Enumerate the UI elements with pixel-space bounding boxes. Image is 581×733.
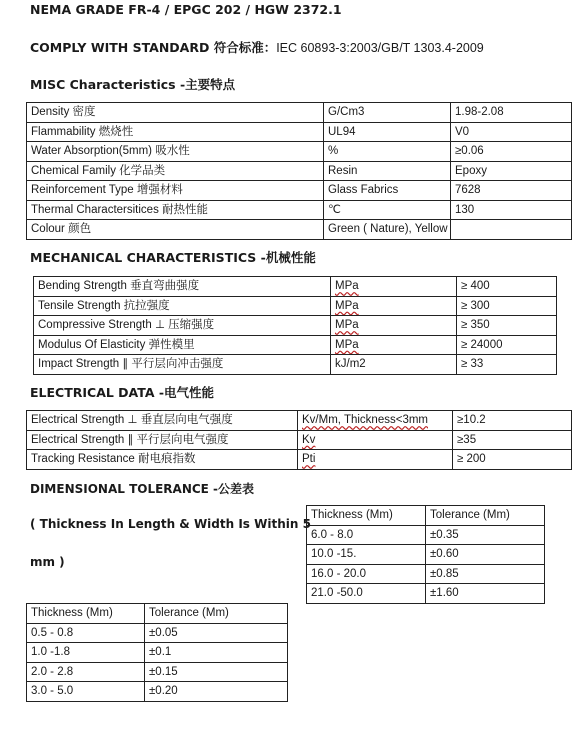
table-row	[27, 161, 572, 181]
table-cell: kJ/m2	[331, 355, 457, 375]
table-cell: Flammability 燃烧性	[27, 122, 324, 142]
table-cell: Bending Strength 垂直弯曲强度	[34, 277, 331, 297]
table-row	[307, 584, 545, 604]
electrical-title: ELECTRICAL DATA -电气性能	[30, 385, 215, 400]
table-cell: 0.5 - 0.8	[27, 623, 145, 643]
table-cell: G/Cm3	[324, 103, 451, 123]
table-row	[27, 142, 572, 162]
table-cell: Colour 颜色	[27, 220, 324, 240]
table-header-cell: Tolerance (Mm)	[426, 506, 545, 526]
table-cell: MPa	[331, 316, 457, 336]
table-cell: ±1.60	[426, 584, 545, 604]
table-cell: 6.0 - 8.0	[307, 525, 426, 545]
table-row	[307, 545, 545, 565]
table-cell: ±0.05	[145, 623, 288, 643]
table-cell: MPa	[331, 335, 457, 355]
table-cell: ≥ 350	[457, 316, 557, 336]
table-cell: MPa	[331, 296, 457, 316]
table-cell: ℃	[324, 200, 451, 220]
table-cell: Epoxy	[451, 161, 572, 181]
misc-table	[26, 102, 572, 240]
table-cell: ≥ 33	[457, 355, 557, 375]
electrical-table	[26, 410, 572, 470]
table-cell: 21.0 -50.0	[307, 584, 426, 604]
table-row	[27, 411, 572, 431]
table-cell: 2.0 - 2.8	[27, 662, 145, 682]
thickness-note-line1: ( Thickness In Length & Width Is Within 5	[30, 517, 311, 531]
table-header-row	[307, 506, 545, 526]
dimensional-title: DIMENSIONAL TOLERANCE -公差表	[30, 482, 255, 496]
table-cell: ±0.85	[426, 564, 545, 584]
table-cell: Kv/Mm, Thickness<3mm	[298, 411, 453, 431]
table-cell: ≥ 400	[457, 277, 557, 297]
table-row	[27, 220, 572, 240]
table-row	[27, 200, 572, 220]
table-cell: ≥ 24000	[457, 335, 557, 355]
table-cell: ±0.20	[145, 682, 288, 702]
table-cell: MPa	[331, 277, 457, 297]
table-header-cell: Thickness (Mm)	[307, 506, 426, 526]
table-row	[27, 450, 572, 470]
table-cell: ±0.1	[145, 643, 288, 663]
standard-line	[30, 38, 484, 56]
table-row	[34, 277, 557, 297]
table-cell: Electrical Strength ⊥ 垂直层向电气强度	[27, 411, 298, 431]
table-row	[34, 296, 557, 316]
table-cell: Tracking Resistance 耐电痕指数	[27, 450, 298, 470]
table-cell: V0	[451, 122, 572, 142]
table-cell: Glass Fabrics	[324, 181, 451, 201]
table-cell: Water Absorption(5mm) 吸水性	[27, 142, 324, 162]
table-cell: Kv	[298, 430, 453, 450]
table-row	[34, 316, 557, 336]
standard-label: COMPLY WITH STANDARD 符合标准：	[30, 40, 277, 55]
table-cell: Density 密度	[27, 103, 324, 123]
table-cell: Resin	[324, 161, 451, 181]
table-row	[34, 355, 557, 375]
table-cell: 130	[451, 200, 572, 220]
table-cell: %	[324, 142, 451, 162]
table-cell: 1.0 -1.8	[27, 643, 145, 663]
table-cell: ≥ 200	[453, 450, 572, 470]
misc-title: MISC Characteristics -主要特点	[30, 77, 236, 92]
table-row	[27, 122, 572, 142]
table-header-row	[27, 604, 288, 624]
table-cell: UL94	[324, 122, 451, 142]
table-cell: 16.0 - 20.0	[307, 564, 426, 584]
table-row	[307, 564, 545, 584]
table-cell: ±0.60	[426, 545, 545, 565]
tolerance-table-right	[306, 505, 545, 604]
thickness-note-line2: mm )	[30, 555, 65, 569]
table-cell: ≥35	[453, 430, 572, 450]
table-cell: Thermal Charactersitices 耐热性能	[27, 200, 324, 220]
table-cell: ±0.35	[426, 525, 545, 545]
table-cell: 7628	[451, 181, 572, 201]
table-cell: Electrical Strength ∥ 平行层向电气强度	[27, 430, 298, 450]
table-row	[27, 623, 288, 643]
table-cell: ±0.15	[145, 662, 288, 682]
table-cell: Reinforcement Type 增强材料	[27, 181, 324, 201]
table-cell: Pti	[298, 450, 453, 470]
table-cell: 1.98-2.08	[451, 103, 572, 123]
table-row	[27, 643, 288, 663]
table-cell	[451, 220, 572, 240]
table-cell: ≥10.2	[453, 411, 572, 431]
table-cell: ≥ 300	[457, 296, 557, 316]
standard-value: IEC 60893-3:2003/GB/T 1303.4-2009	[276, 41, 484, 55]
table-row	[27, 662, 288, 682]
table-row	[27, 103, 572, 123]
table-cell: ≥0.06	[451, 142, 572, 162]
table-cell: Chemical Family 化学品类	[27, 161, 324, 181]
grade-heading: NEMA GRADE FR-4 / EPGC 202 / HGW 2372.1	[30, 2, 342, 17]
table-cell: Tensile Strength 抗拉强度	[34, 296, 331, 316]
table-row	[27, 682, 288, 702]
table-cell: Impact Strength ∥ 平行层向冲击强度	[34, 355, 331, 375]
tolerance-table-left	[26, 603, 288, 702]
table-cell: Modulus Of Elasticity 弹性模里	[34, 335, 331, 355]
table-header-cell: Tolerance (Mm)	[145, 604, 288, 624]
table-row	[34, 335, 557, 355]
mechanical-title: MECHANICAL CHARACTERISTICS -机械性能	[30, 250, 316, 265]
table-cell: 10.0 -15.	[307, 545, 426, 565]
table-row	[27, 430, 572, 450]
table-cell: Green ( Nature), Yellow	[324, 220, 451, 240]
table-row	[27, 181, 572, 201]
mechanical-table	[33, 276, 557, 375]
table-cell: 3.0 - 5.0	[27, 682, 145, 702]
table-cell: Compressive Strength ⊥ 压缩强度	[34, 316, 331, 336]
table-row	[307, 525, 545, 545]
table-header-cell: Thickness (Mm)	[27, 604, 145, 624]
